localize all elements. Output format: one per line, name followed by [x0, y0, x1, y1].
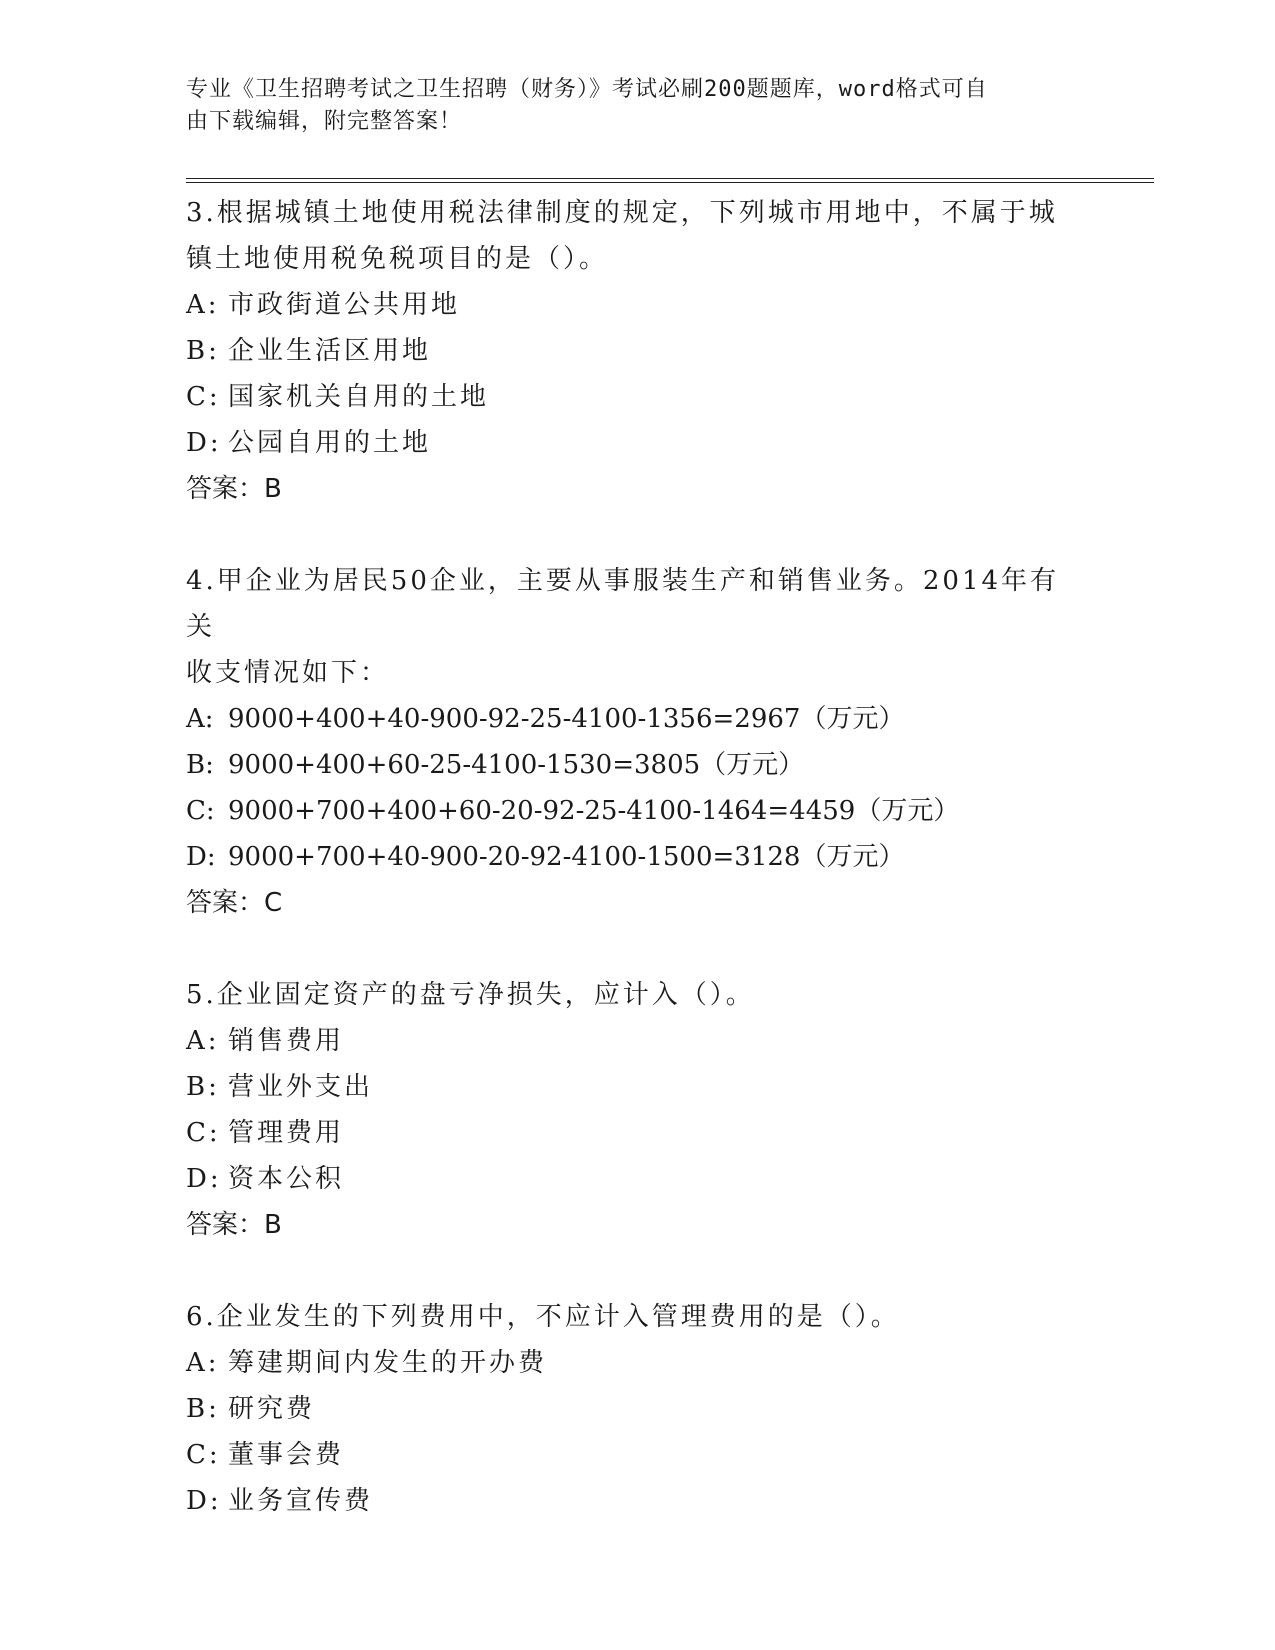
option-text: 业务宣传费 [228, 1486, 374, 1516]
question-5 [186, 972, 1086, 1248]
option-letter: A: [186, 704, 214, 734]
option-b [186, 1064, 1086, 1110]
option-a [186, 1018, 1086, 1064]
option-letter: B: [186, 336, 220, 366]
option-letter: C: [186, 796, 215, 826]
header-divider-bottom [186, 182, 1154, 183]
option-letter: A: [186, 1026, 220, 1056]
question-stem-line: 6.企业发生的下列费用中，不应计入管理费用的是（）。 [186, 1302, 900, 1332]
option-text: 市政街道公共用地 [228, 290, 461, 320]
option-text: 营业外支出 [228, 1072, 374, 1102]
question-3 [186, 190, 1086, 512]
question-stem-line: 5.企业固定资产的盘亏净损失，应计入（）。 [186, 980, 755, 1010]
option-letter: D: [186, 842, 216, 872]
option-letter: B: [186, 1394, 220, 1424]
option-letter: C: [186, 1118, 221, 1148]
question-stem-line: 收支情况如下： [186, 658, 390, 688]
option-letter: A: [186, 1348, 220, 1378]
option-c [186, 1110, 1086, 1156]
question-4 [186, 558, 1086, 926]
option-text: 9000+700+40-900-20-92-4100-1500=3128（万元） [228, 842, 905, 872]
option-letter: D: [186, 428, 222, 458]
option-c [186, 374, 1086, 420]
option-text: 9000+700+400+60-20-92-25-4100-1464=4459（万元） [228, 796, 960, 826]
option-d [186, 1478, 1086, 1524]
option-text: 资本公积 [228, 1164, 345, 1194]
document-header [186, 74, 1066, 138]
option-text: 销售费用 [228, 1026, 345, 1056]
option-a [186, 1340, 1086, 1386]
option-letter: A: [186, 290, 220, 320]
answer-label: 答案：B [186, 1210, 282, 1240]
option-text: 国家机关自用的土地 [228, 382, 490, 412]
option-text: 9000+400+60-25-4100-1530=3805（万元） [228, 750, 805, 780]
question-list [186, 190, 1086, 1570]
question-stem-line: 4.甲企业为居民50企业，主要从事服装生产和销售业务。2014年有关 [186, 566, 1060, 642]
option-d [186, 1156, 1086, 1202]
question-6 [186, 1294, 1086, 1524]
question-stem-line: 3.根据城镇土地使用税法律制度的规定，下列城市用地中，不属于城 [186, 198, 1058, 228]
question-stem-line: 镇土地使用税免税项目的是（）。 [186, 244, 609, 274]
option-letter: B: [186, 1072, 220, 1102]
option-c [186, 1432, 1086, 1478]
header-line-1: 专业《卫生招聘考试之卫生招聘（财务）》考试必刷200题题库，word格式可自 [186, 77, 988, 102]
option-letter: D: [186, 1486, 222, 1516]
option-b [186, 328, 1086, 374]
header-line-2: 由下载编辑，附完整答案！ [186, 109, 463, 134]
option-b [186, 742, 1086, 788]
option-text: 筹建期间内发生的开办费 [228, 1348, 548, 1378]
option-a [186, 696, 1086, 742]
option-letter: C: [186, 1440, 221, 1470]
option-letter: D: [186, 1164, 222, 1194]
option-text: 9000+400+40-900-92-25-4100-1356=2967（万元） [228, 704, 905, 734]
answer-label: 答案：C [186, 888, 283, 918]
option-letter: C: [186, 382, 221, 412]
option-text: 研究费 [228, 1394, 316, 1424]
option-text: 管理费用 [228, 1118, 345, 1148]
option-c [186, 788, 1086, 834]
answer-label: 答案：B [186, 474, 282, 504]
option-letter: B: [186, 750, 214, 780]
option-b [186, 1386, 1086, 1432]
option-d [186, 834, 1086, 880]
option-d [186, 420, 1086, 466]
option-a [186, 282, 1086, 328]
option-text: 企业生活区用地 [228, 336, 432, 366]
option-text: 董事会费 [228, 1440, 345, 1470]
option-text: 公园自用的土地 [228, 428, 432, 458]
header-divider-top [186, 178, 1154, 179]
